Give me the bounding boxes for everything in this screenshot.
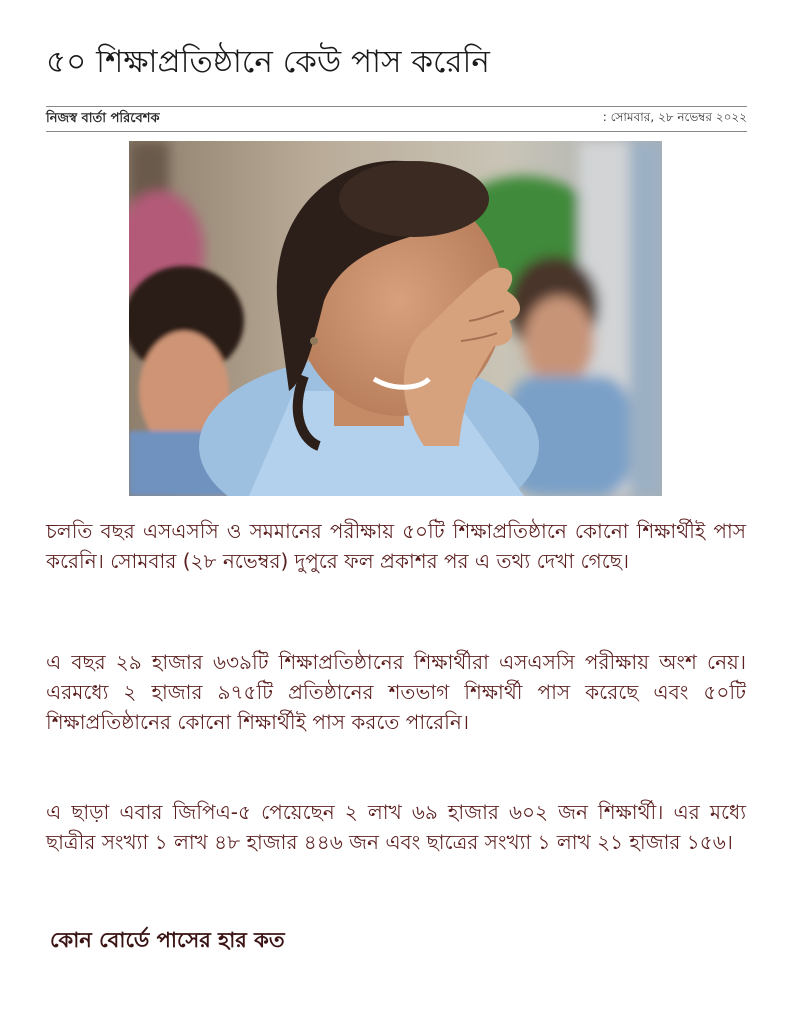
article-paragraph: এ বছর ২৯ হাজার ৬৩৯টি শিক্ষাপ্রতিষ্ঠানের শিক্ষার্থীরা এসএসসি পরীক্ষায় অংশ নেয়। এরমধ্যে ২ হাজার ৯৭৫টি প্রতিষ্ঠানের শতভাগ শিক্ষার্থী পাস করেছে এবং ৫০টি শিক্ষাপ্রতিষ্ঠানের কোনো শিক্ষার্থীই পাস করতে পারেনি।: [46, 650, 746, 734]
author-byline: নিজস্ব বার্তা পরিবেশক: [46, 110, 160, 126]
byline-bar: [46, 106, 747, 132]
article-paragraph: চলতি বছর এসএসসি ও সমমানের পরীক্ষায় ৫০টি শিক্ষাপ্রতিষ্ঠানে কোনো শিক্ষার্থীই পাস করেনি। সোমবার (২৮ নভেম্বর) দুপুরে ফল প্রকাশর পর এ তথ্য দেখা গেছে।: [46, 519, 746, 573]
article-paragraph: এ ছাড়া এবার জিপিএ-৫ পেয়েছেন ২ লাখ ৬৯ হাজার ৬০২ জন শিক্ষার্থী। এর মধ্যে ছাত্রীর সংখ্যা ১ লাখ ৪৮ হাজার ৪৪৬ জন এবং ছাত্রের সংখ্যা ১ লাখ ২১ হাজার ১৫৬।: [46, 800, 746, 854]
article-photo: [129, 141, 662, 496]
publish-date: : সোমবার, ২৮ নভেম্বর ২০২২: [602, 110, 747, 124]
section-subheading: কোন বোর্ডে পাসের হার কত: [50, 928, 285, 952]
article-headline: ৫০ শিক্ষাপ্রতিষ্ঠানে কেউ পাস করেনি: [46, 44, 490, 80]
